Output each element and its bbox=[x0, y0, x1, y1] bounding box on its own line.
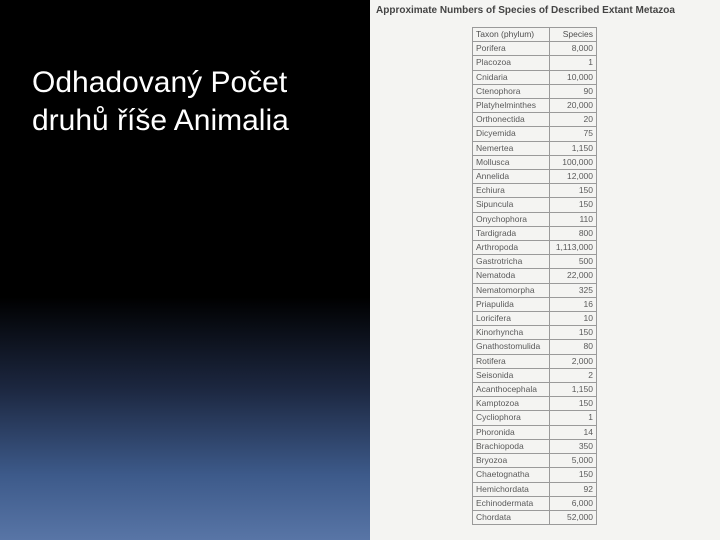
taxon-cell: Orthonectida bbox=[473, 113, 550, 127]
taxon-cell: Nematoda bbox=[473, 269, 550, 283]
table-row bbox=[473, 383, 597, 397]
taxon-cell: Annelida bbox=[473, 170, 550, 184]
taxon-cell: Mollusca bbox=[473, 155, 550, 169]
taxon-cell: Placozoa bbox=[473, 56, 550, 70]
taxon-cell: Hemichordata bbox=[473, 482, 550, 496]
table-row bbox=[473, 340, 597, 354]
species-count-cell: 2 bbox=[550, 368, 597, 382]
table-row bbox=[473, 397, 597, 411]
table-heading: Approximate Numbers of Species of Described Extant Metazoa bbox=[376, 5, 675, 16]
species-count-cell: 52,000 bbox=[550, 510, 597, 524]
species-count-cell: 150 bbox=[550, 397, 597, 411]
taxon-cell: Seisonida bbox=[473, 368, 550, 382]
table-row bbox=[473, 283, 597, 297]
species-count-cell: 150 bbox=[550, 184, 597, 198]
taxon-cell: Loricifera bbox=[473, 312, 550, 326]
table-row bbox=[473, 241, 597, 255]
table-header-row bbox=[473, 28, 597, 42]
table-row bbox=[473, 42, 597, 56]
species-count-cell: 80 bbox=[550, 340, 597, 354]
taxon-cell: Nematomorpha bbox=[473, 283, 550, 297]
species-count-cell: 1,150 bbox=[550, 141, 597, 155]
species-count-cell: 12,000 bbox=[550, 170, 597, 184]
scanned-table-image bbox=[370, 0, 720, 540]
taxon-cell: Chaetognatha bbox=[473, 468, 550, 482]
taxon-cell: Chordata bbox=[473, 510, 550, 524]
species-count-cell: 100,000 bbox=[550, 155, 597, 169]
species-count-cell: 2,000 bbox=[550, 354, 597, 368]
table-row bbox=[473, 468, 597, 482]
table-row bbox=[473, 297, 597, 311]
table-row bbox=[473, 141, 597, 155]
table-row bbox=[473, 155, 597, 169]
table-body bbox=[473, 42, 597, 525]
table-row bbox=[473, 326, 597, 340]
taxon-cell: Gastrotricha bbox=[473, 255, 550, 269]
species-count-cell: 20 bbox=[550, 113, 597, 127]
taxon-cell: Acanthocephala bbox=[473, 383, 550, 397]
species-count-cell: 75 bbox=[550, 127, 597, 141]
slide-title bbox=[32, 64, 352, 140]
table-row bbox=[473, 127, 597, 141]
table-row bbox=[473, 368, 597, 382]
taxon-cell: Porifera bbox=[473, 42, 550, 56]
taxon-cell: Sipuncula bbox=[473, 198, 550, 212]
column-header-taxon: Taxon (phylum) bbox=[473, 28, 550, 42]
taxon-cell: Tardigrada bbox=[473, 226, 550, 240]
table-row bbox=[473, 269, 597, 283]
slide-title-line-2: druhů říše Animalia bbox=[32, 104, 289, 138]
taxon-cell: Ctenophora bbox=[473, 84, 550, 98]
table-row bbox=[473, 439, 597, 453]
species-table bbox=[472, 27, 597, 525]
species-count-cell: 90 bbox=[550, 84, 597, 98]
species-count-cell: 14 bbox=[550, 425, 597, 439]
table-row bbox=[473, 312, 597, 326]
taxon-cell: Echinodermata bbox=[473, 496, 550, 510]
species-count-cell: 150 bbox=[550, 326, 597, 340]
taxon-cell: Cycliophora bbox=[473, 411, 550, 425]
table-row bbox=[473, 113, 597, 127]
species-count-cell: 150 bbox=[550, 198, 597, 212]
species-count-cell: 20,000 bbox=[550, 99, 597, 113]
taxon-cell: Phoronida bbox=[473, 425, 550, 439]
table-row bbox=[473, 454, 597, 468]
table-row bbox=[473, 84, 597, 98]
species-count-cell: 350 bbox=[550, 439, 597, 453]
table-row bbox=[473, 354, 597, 368]
table-row bbox=[473, 411, 597, 425]
table-row bbox=[473, 99, 597, 113]
species-count-cell: 10 bbox=[550, 312, 597, 326]
table-row bbox=[473, 212, 597, 226]
species-count-cell: 10,000 bbox=[550, 70, 597, 84]
table-row bbox=[473, 226, 597, 240]
species-count-cell: 92 bbox=[550, 482, 597, 496]
taxon-cell: Cnidaria bbox=[473, 70, 550, 84]
taxon-cell: Dicyemida bbox=[473, 127, 550, 141]
taxon-cell: Kamptozoa bbox=[473, 397, 550, 411]
table-row bbox=[473, 70, 597, 84]
species-count-cell: 150 bbox=[550, 468, 597, 482]
species-count-cell: 5,000 bbox=[550, 454, 597, 468]
species-count-cell: 500 bbox=[550, 255, 597, 269]
taxon-cell: Rotifera bbox=[473, 354, 550, 368]
table-row bbox=[473, 496, 597, 510]
species-count-cell: 16 bbox=[550, 297, 597, 311]
species-count-cell: 110 bbox=[550, 212, 597, 226]
species-count-cell: 1 bbox=[550, 56, 597, 70]
table-row bbox=[473, 255, 597, 269]
species-count-cell: 1,113,000 bbox=[550, 241, 597, 255]
taxon-cell: Platyhelminthes bbox=[473, 99, 550, 113]
slide-title-line-1: Odhadovaný Počet bbox=[32, 66, 288, 100]
species-count-cell: 8,000 bbox=[550, 42, 597, 56]
table-row bbox=[473, 184, 597, 198]
taxon-cell: Echiura bbox=[473, 184, 550, 198]
taxon-cell: Nemertea bbox=[473, 141, 550, 155]
column-header-species: Species bbox=[550, 28, 597, 42]
taxon-cell: Gnathostomulida bbox=[473, 340, 550, 354]
table-row bbox=[473, 170, 597, 184]
taxon-cell: Bryozoa bbox=[473, 454, 550, 468]
species-count-cell: 22,000 bbox=[550, 269, 597, 283]
species-count-cell: 6,000 bbox=[550, 496, 597, 510]
table-row bbox=[473, 425, 597, 439]
species-count-cell: 1,150 bbox=[550, 383, 597, 397]
taxon-cell: Onychophora bbox=[473, 212, 550, 226]
species-count-cell: 1 bbox=[550, 411, 597, 425]
species-count-cell: 325 bbox=[550, 283, 597, 297]
taxon-cell: Priapulida bbox=[473, 297, 550, 311]
taxon-cell: Kinorhyncha bbox=[473, 326, 550, 340]
table-row bbox=[473, 198, 597, 212]
table-row bbox=[473, 56, 597, 70]
taxon-cell: Brachiopoda bbox=[473, 439, 550, 453]
taxon-cell: Arthropoda bbox=[473, 241, 550, 255]
table-row bbox=[473, 482, 597, 496]
table-row bbox=[473, 510, 597, 524]
species-count-cell: 800 bbox=[550, 226, 597, 240]
